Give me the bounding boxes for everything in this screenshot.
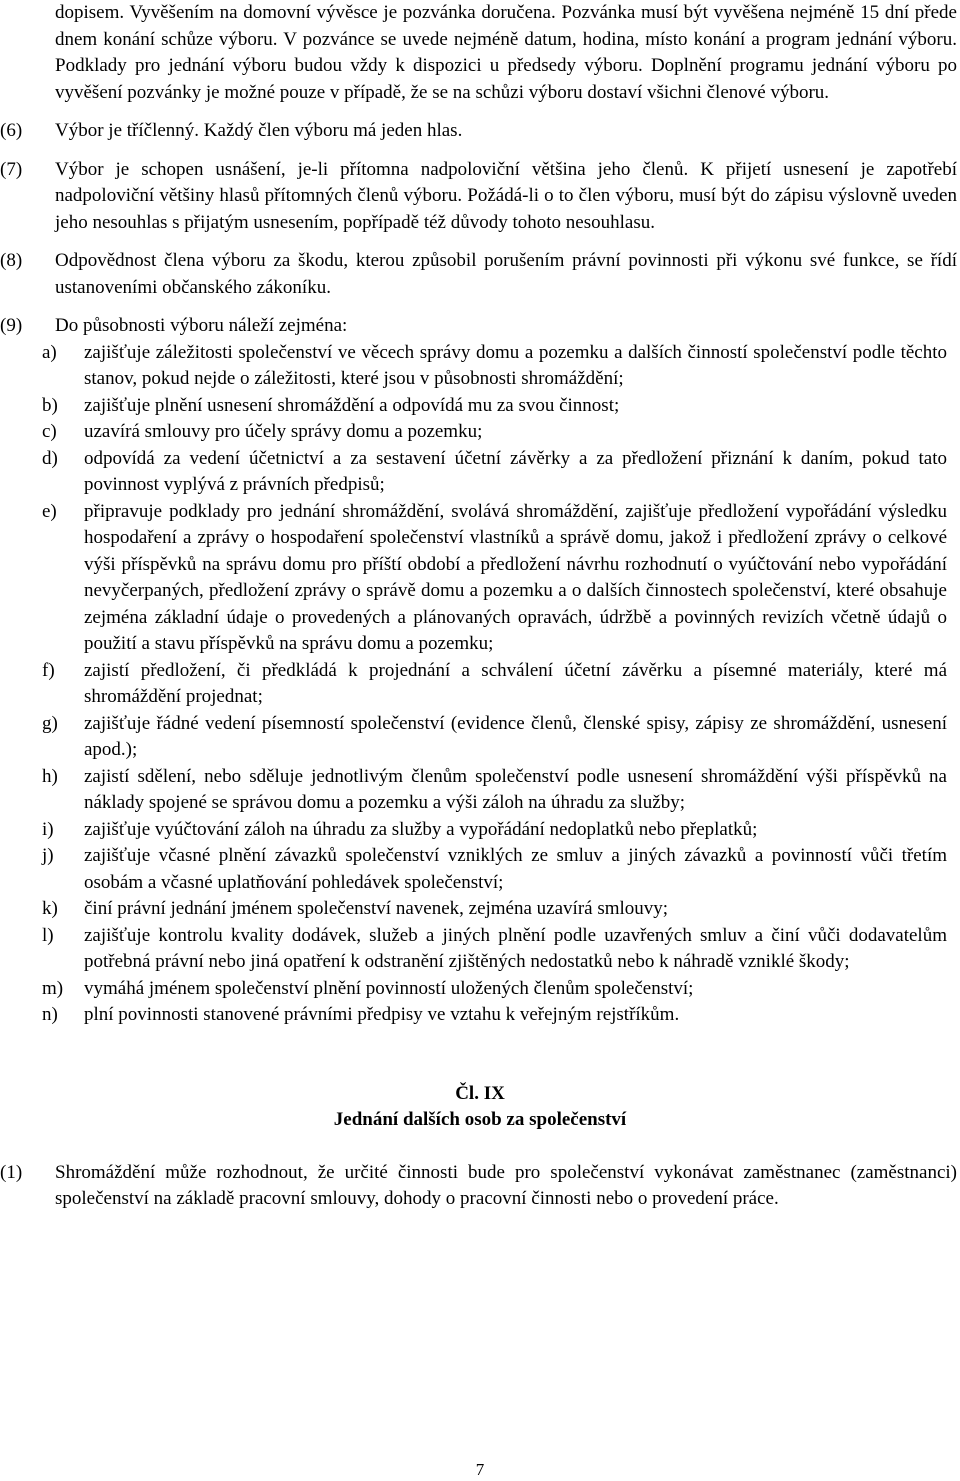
item-label: g) — [42, 712, 58, 734]
list-item — [0, 843, 960, 896]
item-text: plní povinnosti stanovené právními předpisy ve vztahu k veřejným rejstříkům. — [84, 1004, 680, 1025]
item-text: zajišťuje záležitosti společenství ve věcech správy domu a pozemku a dalších činností společenství podle těchto stanov, pokud nejde o záležitosti, které jsou v působnosti shromáždění; — [84, 341, 947, 389]
paragraph-number: (8) — [0, 250, 23, 271]
paragraph-9 — [0, 313, 960, 340]
list-item — [0, 1002, 960, 1029]
item-text: zajišťuje plnění usnesení shromáždění a odpovídá mu za svou činnost; — [84, 394, 620, 416]
item-label: l) — [42, 924, 54, 946]
paragraph-8 — [0, 248, 960, 301]
paragraph-number: (9) — [0, 315, 23, 336]
list-item — [0, 499, 960, 658]
paragraph-number: (1) — [0, 1161, 23, 1183]
item-label: c) — [42, 421, 57, 442]
item-label: m) — [42, 977, 64, 999]
item-label: d) — [42, 447, 58, 469]
list-item — [0, 658, 960, 711]
item-label: i) — [42, 818, 54, 840]
list-item — [0, 764, 960, 817]
item-label: f) — [42, 659, 55, 681]
item-text: uzavírá smlouvy pro účely správy domu a pozemku; — [84, 421, 483, 442]
list-item — [0, 923, 960, 976]
article-title: Jednání dalších osob za společenství — [333, 1109, 627, 1130]
item-label: n) — [42, 1004, 58, 1025]
item-text: připravuje podklady pro jednání shromáždění, svolává shromáždění, zajišťuje předložení vypořádání výsledku hospodaření a zprávy o hospodaření společenství vlastníků a správě domu, jakož i předložení zprávy o celkové výši příspěvků na správu domu pro příští období a předložení návrhu rozhodnutí o vyúčtování nebo vypořádání nevyčerpaných, předložení zprávy o správě domu a pozemku a o dalších činnostech společenství, které obsahuje zejména základní údaje o provedených a plánovaných opravách, údržbě a povinných revizích včetně údajů o použití a stavu příspěvků na správu domu a pozemku; — [84, 500, 947, 654]
paragraph-text: Výbor je tříčlenný. Každý člen výboru má jeden hlas. — [55, 120, 463, 141]
item-text: zajistí předložení, či předkládá k projednání a schválení účetní závěrku a písemné materiály, které má shromáždění projednat; — [84, 659, 947, 707]
list-item — [0, 446, 960, 499]
item-text: zajistí sdělení, nebo sděluje jednotlivým členům společenství podle usnesení shromáždění výši příspěvků na náklady spojené se správou domu a pozemku a výši záloh na úhradu za služby; — [84, 765, 947, 813]
paragraph-text: Odpovědnost člena výboru za škodu, kterou způsobil porušením právní povinnosti při výkonu své funkce, se řídí ustanoveními občanského zákoníku. — [55, 250, 957, 298]
paragraph-7 — [0, 157, 960, 237]
paragraph-text: Shromáždění může rozhodnout, že určité činnosti bude pro společenství vykonávat zaměstnanec (zaměstnanci) společenství na základě pracovní smlouvy, dohody o pracovní činnosti nebo o provedení práce. — [55, 1161, 957, 1209]
list-item — [0, 340, 960, 393]
paragraph-number: (7) — [0, 158, 23, 180]
list-item — [0, 896, 960, 923]
duties-list — [0, 340, 960, 1029]
item-text: činí právní jednání jménem společenství navenek, zejména uzavírá smlouvy; — [84, 898, 669, 919]
paragraph-number: (6) — [0, 120, 23, 141]
item-label: j) — [42, 845, 54, 866]
list-item — [0, 711, 960, 764]
list-item — [0, 976, 960, 1003]
item-text: vymáhá jménem společenství plnění povinností uložených členům společenství; — [84, 977, 694, 999]
item-label: b) — [42, 394, 58, 416]
item-label: k) — [42, 898, 58, 919]
item-label: a) — [42, 341, 57, 363]
item-label: h) — [42, 765, 58, 787]
item-text: zajišťuje kontrolu kvality dodávek, služeb a jiných plnění podle uzavřených smluv a činí vůči dodavatelům potřebná právní nebo jiná opatření k odstranění zjištěných nedostatků nebo k náhradě vzniklé škody; — [84, 924, 947, 972]
item-text: zajišťuje vyúčtování záloh na úhradu za služby a vypořádání nedoplatků nebo přeplatků; — [84, 818, 758, 840]
item-text: odpovídá za vedení účetnictví a za sestavení účetní závěrky a za předložení přiznání k daním, pokud tato povinnost vyplývá z právních předpisů; — [84, 447, 947, 495]
paragraph-6 — [0, 118, 960, 145]
list-item — [0, 817, 960, 844]
paragraph-intro: Do působnosti výboru náleží zejména: — [55, 315, 348, 336]
list-item — [0, 419, 960, 446]
continued-paragraph: dopisem. Vyvěšením na domovní vývěsce je pozvánka doručena. Pozvánka musí být vyvěšena nejméně 15 dní přede dnem konání schůze výboru. V pozvánce se uvede nejméně datum, hodina, místo konání a program jednání výboru. Podklady pro jednání výboru budou vždy k dispozici u předsedy výboru. Doplnění programu jednání výboru po vyvěšení pozvánky je možné pouze v případě, že se na schůzi výboru dostaví všichni členové výboru. — [55, 2, 957, 103]
paragraph-text: Výbor je schopen usnášení, je-li přítomna nadpoloviční většina jeho členů. K přijetí usnesení je zapotřebí nadpoloviční většiny hlasů přítomných členů výboru. Požádá-li o to člen výboru, musí být do zápisu výslovně uveden jeho nesouhlas s přijatým usnesením, popřípadě též důvody tohoto nesouhlasu. — [55, 158, 957, 233]
item-label: e) — [42, 500, 57, 522]
page-number: 7 — [475, 1460, 485, 1479]
list-item — [0, 393, 960, 420]
item-text: zajišťuje včasné plnění závazků společenství vzniklých ze smluv a jiných závazků a povinností vůči třetím osobám a včasné uplatňování pohledávek společenství; — [84, 845, 947, 893]
item-text: zajišťuje řádné vedení písemností společenství (evidence členů, členské spisy, zápisy ze shromáždění, usnesení apod.); — [84, 712, 947, 760]
article-paragraph-1 — [0, 1160, 960, 1213]
article-number: Čl. IX — [455, 1082, 505, 1104]
